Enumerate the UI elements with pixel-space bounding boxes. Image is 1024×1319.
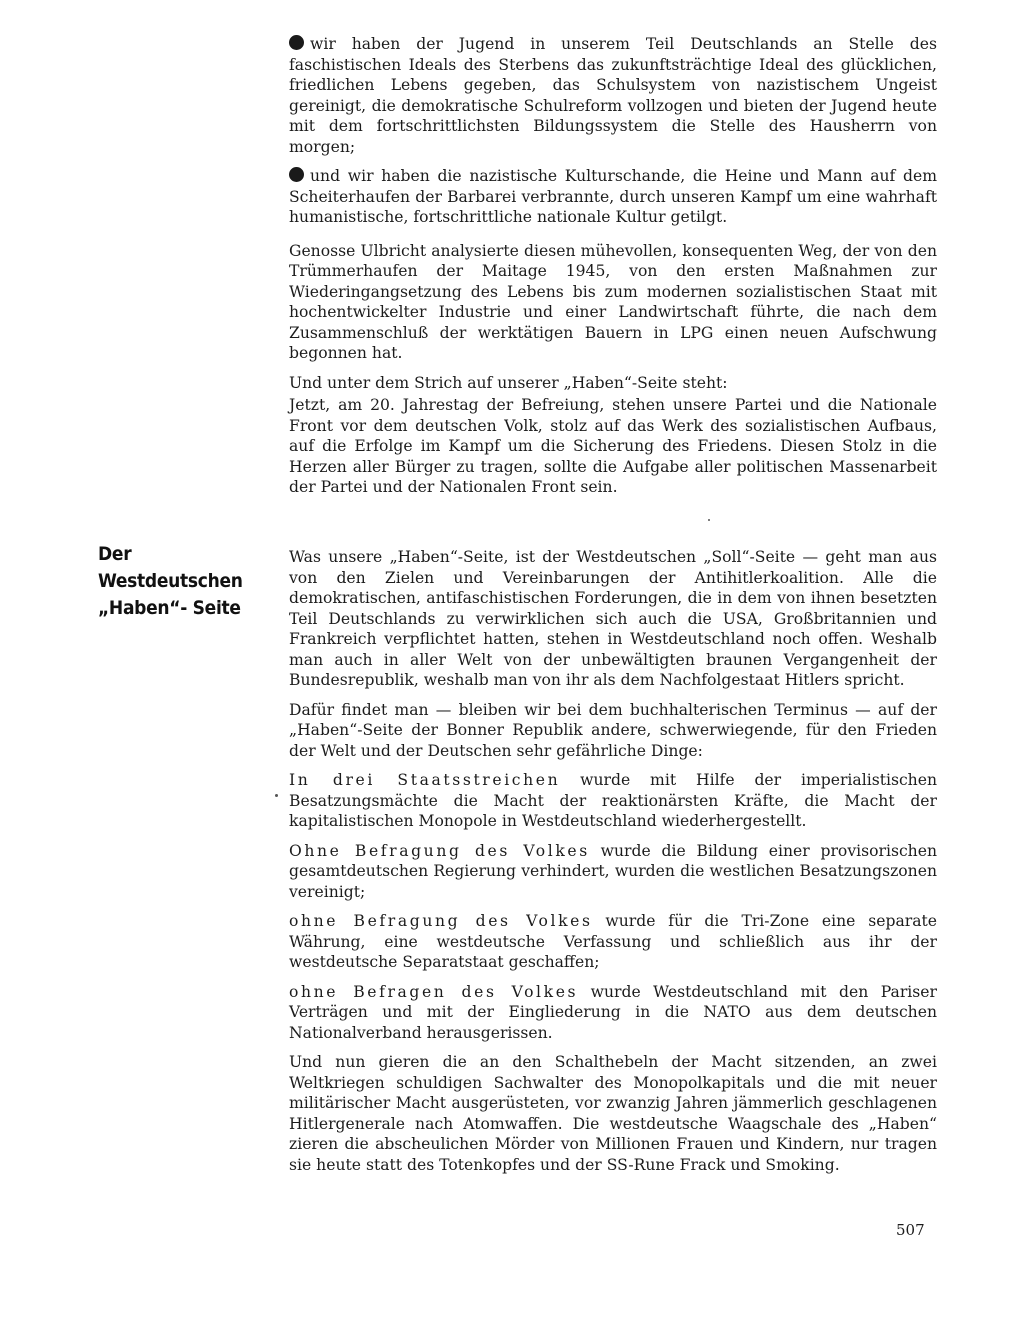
paragraph-befragung-1: Ohne Befragung des Volkes wurde die Bildung einer provisorischen gesamtdeutschen Regierung verhindert, wurden die westlichen Besatzungszonen vereinigt;	[289, 841, 937, 901]
spaced-emphasis: ohne Befragen des Volkes	[289, 982, 579, 1001]
spaced-emphasis: In drei Staatsstreichen	[289, 771, 561, 789]
paragraph-bonner-republik: Dafür findet man — bleiben wir bei dem buchhalterischen Terminus — auf der „Haben“-Seite der Bonner Republik andere, schwerwiegende, für den Frieden der Welt und der Deutschen sehr gefährliche Dinge:	[289, 700, 937, 760]
paragraph-ulbricht: Genosse Ulbricht analysierte diesen mühevollen, konsequenten Weg, der von den Trümmerhaufen der Maitage 1945, von den ersten Maßnahmen zur Wiederingangsetzung des Lebens bis zum modernen sozialistischen Staat mit hochentwickelter Industrie und einer Landwirtschaft führte, die nach dem Zusammenschluß der werktätigen Bauern in LPG einen neuen Aufschwung begonnen hat.	[289, 241, 937, 362]
scan-speck	[275, 794, 278, 797]
paragraph-jahrestag: Jetzt, am 20. Jahrestag der Befreiung, stehen unsere Partei und die Nationale Front vor dem deutschen Volk, stolz auf das Werk des sozialistischen Aufbaus, auf die Erfolge im Kampf um die Sicherung des Friedens. Diesen Stolz in die Herzen aller Bürger zu tragen, sollte die Aufgabe aller politischen Massenarbeit der Partei und der Nationalen Front sein.	[289, 396, 937, 496]
spaced-emphasis: Ohne Befragung des Volkes	[289, 841, 590, 860]
paragraph-befragung-2: ohne Befragung des Volkes wurde für die Tri-Zone eine separate Währung, eine westdeutsche Verfassung und schließlich aus ihr der westdeutsche Separatstaat geschaffen;	[289, 912, 937, 971]
bullet-dot-icon	[289, 167, 304, 182]
side-heading-line-2: Westdeutschen	[98, 570, 243, 592]
side-heading-line-1: Der	[98, 543, 132, 565]
upper-text-block	[289, 34, 937, 507]
side-heading	[98, 541, 258, 622]
lower-text-block	[289, 547, 937, 1184]
bullet-paragraph-youth: wir haben der Jugend in unserem Teil Deutschlands an Stelle des faschistischen Ideals des Sterbens das zukunftsträchtige Ideal des glücklichen, friedlichen Lebens gegeben, das Schulsystem von nazistischem Ungeist gereinigt, die demokratische Schulreform vollzogen und bieten der Jugend heute mit dem fortschrittlichsten Bildungssystem die Stelle des Hausherrn von morgen;	[289, 35, 937, 156]
paragraph-staatsstreiche: In drei Staatsstreichen wurde mit Hilfe der imperialistischen Besatzungsmächte die Macht der reaktionärsten Kräfte, die Macht der kapitalistischen Monopole in Westdeutschland wiederhergestellt.	[289, 771, 937, 830]
side-heading-line-3: „Haben“- Seite	[98, 597, 241, 619]
paragraph-soll-seite: Was unsere „Haben“-Seite, ist der Westdeutschen „Soll“-Seite — geht man aus von den Zielen und Vereinbarungen der Antihitlerkoalition. Alle die demokratischen, antifaschistischen Forderungen, die in dem von ihnen besetzten Teil Deutschlands zu verwirklichen sich auch die USA, Großbritannien und Frankreich verpflichtet hatten, stehen in Westdeutschland noch offen. Weshalb man auch in aller Welt von der unbewältigten braunen Vergangenheit der Bundesrepublik, weshalb man von ihr als dem Nachfolgestaat Hitlers spricht.	[289, 548, 937, 689]
page-number: 507	[896, 1221, 925, 1239]
paragraph-haben-intro: Und unter dem Strich auf unserer „Haben“-Seite steht:	[289, 373, 728, 392]
scan-speck	[708, 519, 710, 521]
bullet-dot-icon	[289, 35, 304, 50]
spaced-emphasis: ohne Befragung des Volkes	[289, 912, 593, 930]
paragraph-befragung-3: ohne Befragen des Volkes wurde Westdeutschland mit den Pariser Verträgen und mit der Eingliederung in die NATO aus dem deutschen Nationalverband herausgerissen.	[289, 982, 937, 1042]
paragraph-atomwaffen: Und nun gieren die an den Schalthebeln der Macht sitzenden, an zwei Weltkriegen schuldigen Sachwalter des Monopolkapitals und die mit neuer militärischer Macht ausgerüsteten, vor zwanzig Jahren jämmerlich geschlagenen Hitlergenerale nach Atomwaffen. Die westdeutsche Waagschale des „Haben“ zieren die abscheulichen Mörder von Millionen Frauen und Kindern, nur tragen sie heute statt des Totenkopfes und der SS-Rune Frack und Smoking.	[289, 1053, 937, 1174]
bullet-paragraph-culture: und wir haben die nazistische Kulturschande, die Heine und Mann auf dem Scheiterhaufen der Barbarei verbrannte, durch unseren Kampf um eine wahrhaft humanistische, fortschrittliche nationale Kultur getilgt.	[289, 167, 937, 226]
